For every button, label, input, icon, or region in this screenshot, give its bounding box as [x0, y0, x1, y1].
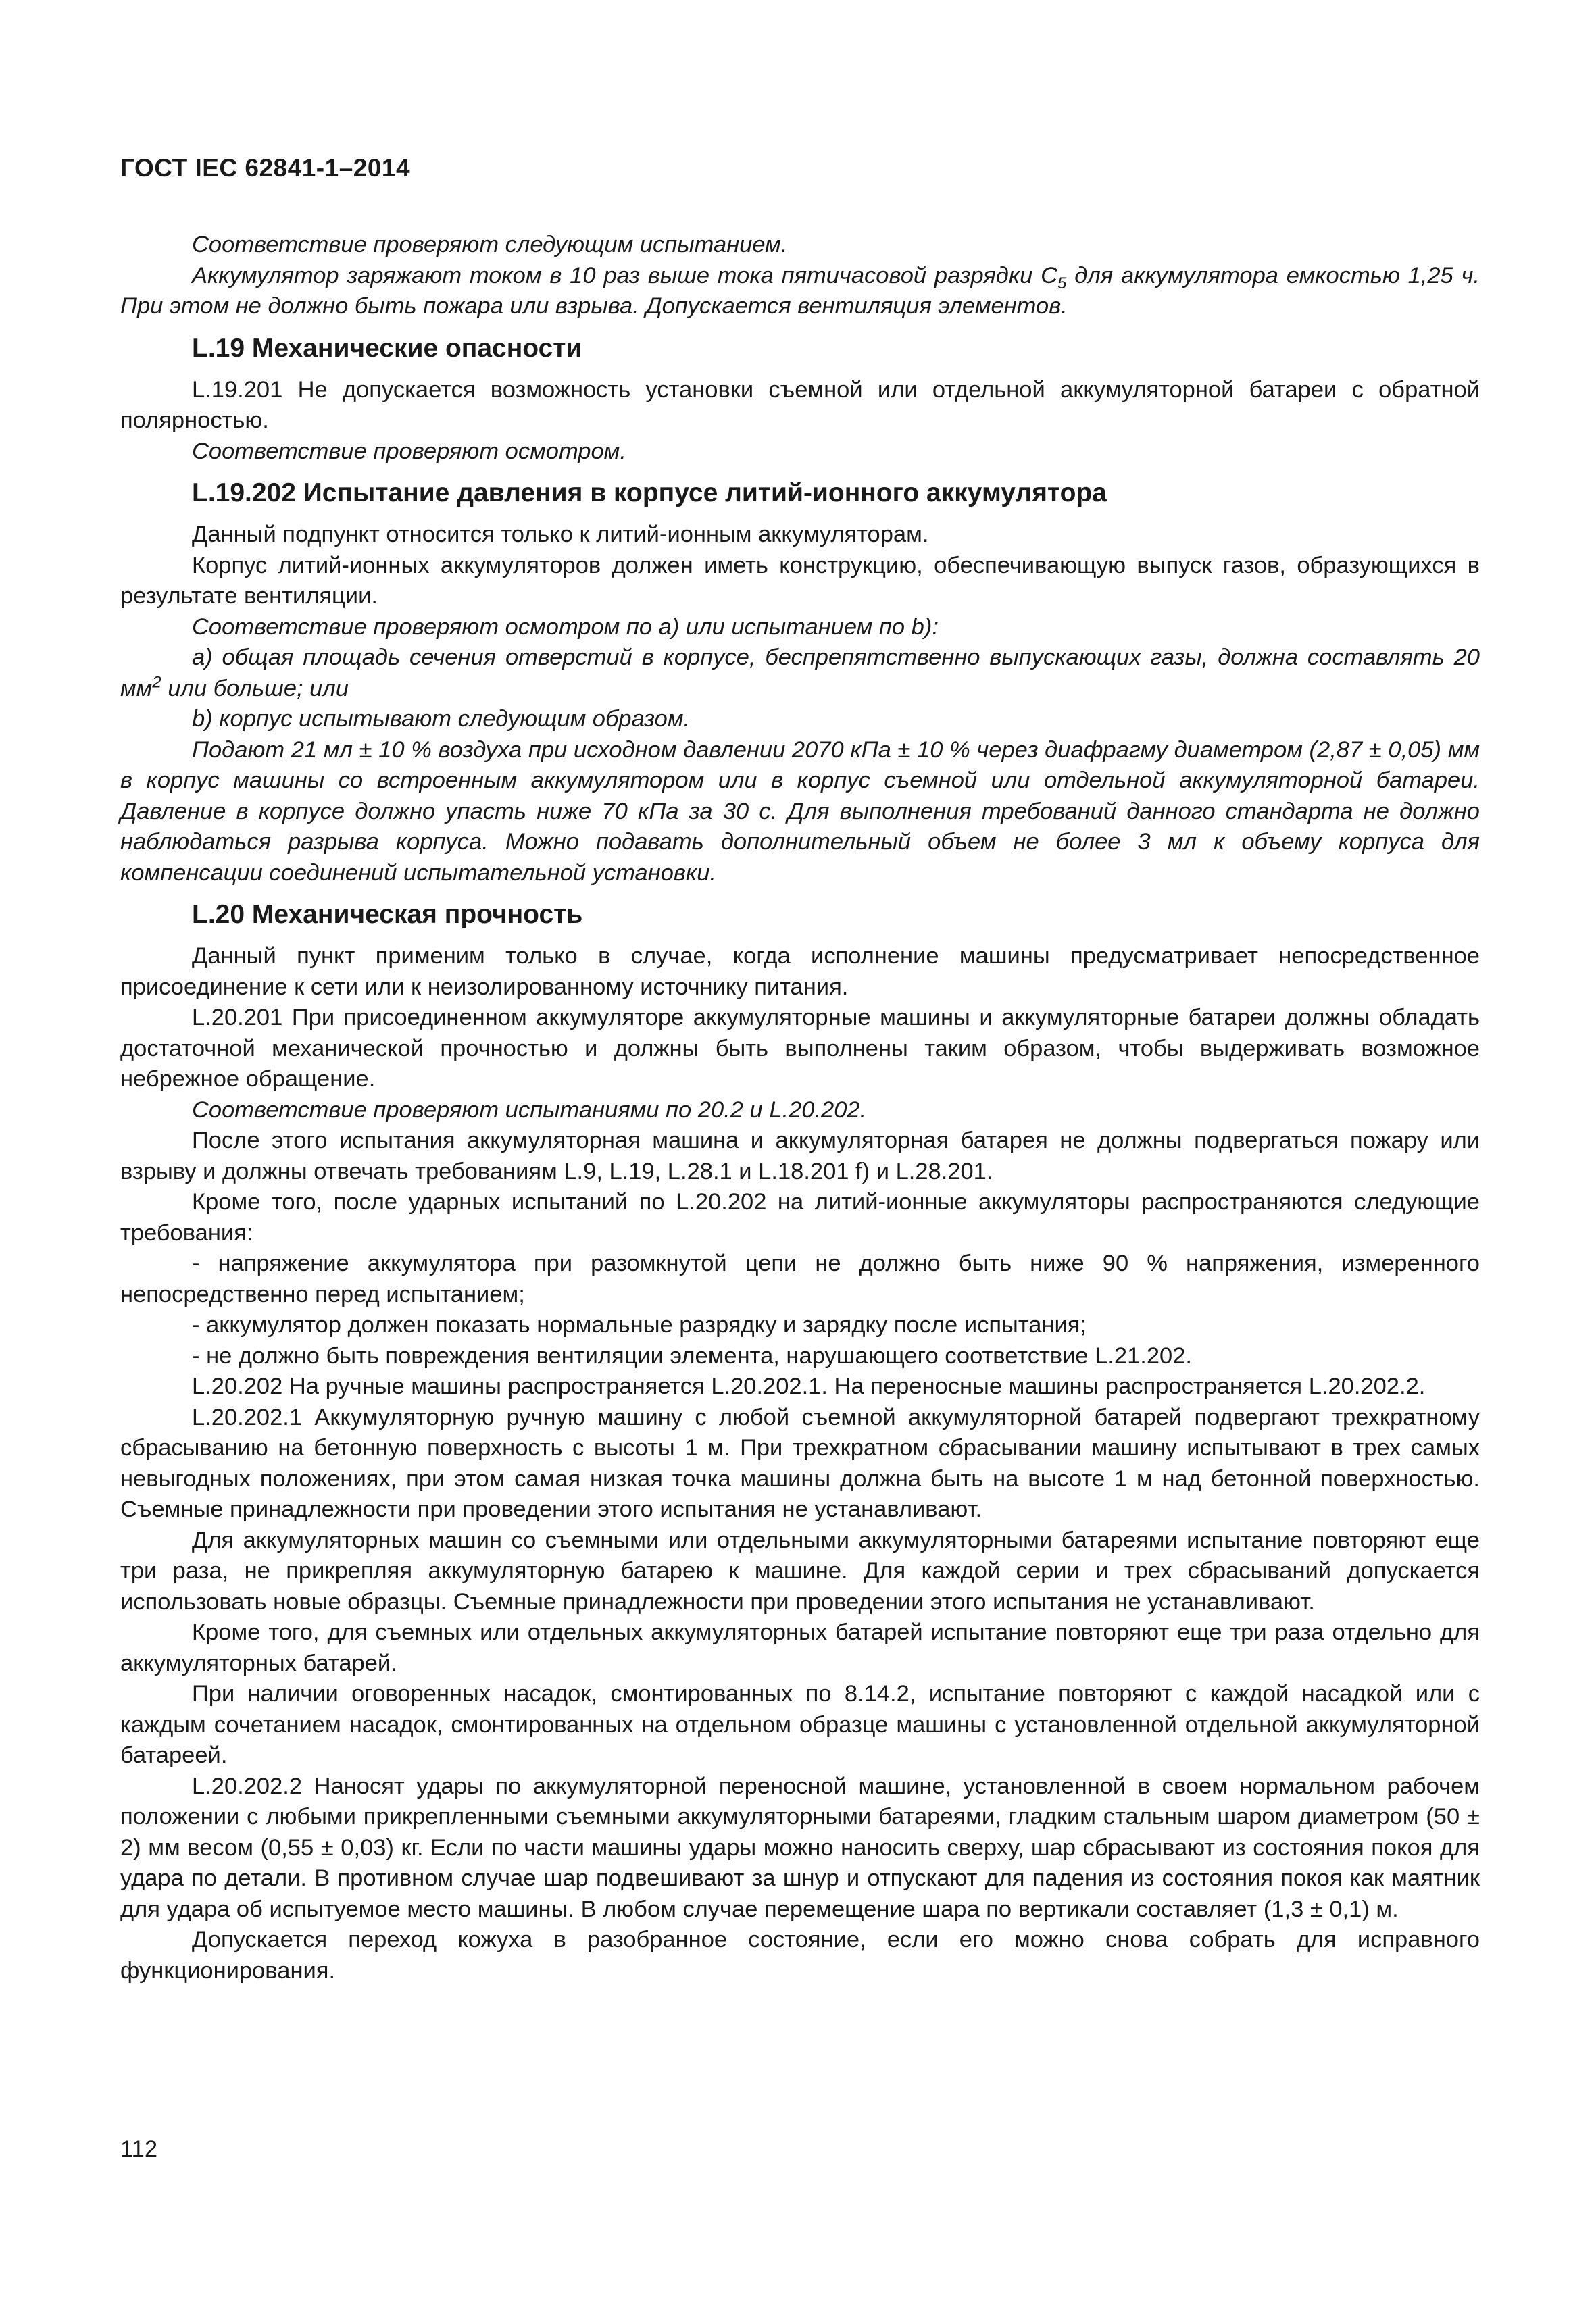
document-body — [120, 230, 1480, 1986]
paragraph: L.20.202.1 Аккумуляторную ручную машину с любой съемной аккумуляторной батарей подвергают трехкратному сбрасыванию на бетонную поверхность с высоты 1 м. При трехкратном сбрасывании машину испытывают в трех самых невыгодных положениях, при этом самая низкая точка машины должна быть на высоте 1 м над бетонной поверхностью. Съемные принадлежности при проведении этого испытания не устанавливают. — [120, 1404, 1480, 1522]
section-heading: L.20 Механическая прочность — [192, 900, 583, 929]
paragraph: L.19.201 Не допускается возможность установки съемной или отдельной аккумуляторной батареи с обратной полярностью. — [120, 376, 1480, 433]
paragraph: - аккумулятор должен показать нормальные разрядку и зарядку после испытания; — [192, 1312, 1087, 1338]
paragraph: b) корпус испытывают следующим образом. — [192, 706, 691, 732]
paragraph: - напряжение аккумулятора при разомкнутой цепи не должно быть ниже 90 % напряжения, измеренного непосредственно перед испытанием; — [120, 1251, 1480, 1307]
paragraph: Кроме того, для съемных или отдельных аккумуляторных батарей испытание повторяют еще три раза отдельно для аккумуляторных батарей. — [120, 1619, 1480, 1676]
document-header: ГОСТ IEC 62841-1–2014 — [120, 154, 411, 182]
paragraph: - не должно быть повреждения вентиляции элемента, нарушающего соответствие L.21.202. — [192, 1342, 1192, 1369]
paragraph: После этого испытания аккумуляторная машина и аккумуляторная батарея не должны подвергаться пожару или взрыву и должны отвечать требованиям L.9, L.19, L.28.1 и L.18.201 f) и L.28.201. — [120, 1128, 1480, 1184]
paragraph: Для аккумуляторных машин со съемными или отдельными аккумуляторными батареями испытание повторяют еще три раза, не прикрепляя аккумуляторную батарею к машине. Для каждой серии и трех сбрасываний допускается использовать новые образцы. Съемные принадлежности при проведении этого испытания не устанавливают. — [120, 1527, 1480, 1615]
paragraph: Подают 21 мл ± 10 % воздуха при исходном давлении 2070 кПа ± 10 % через диафрагму диаметром (2,87 ± 0,05) мм в корпус машины со встроенным аккумулятором или в корпус съемной или отдельной аккумуляторной батареи. Давление в корпусе должно упасть ниже 70 кПа за 30 с. Для выполнения требований данного стандарта не должно наблюдаться разрыва корпуса. Можно подавать дополнительный объем не более 3 мл к объему корпуса для компенсации соединений испытательной установки. — [120, 736, 1480, 886]
paragraph: Аккумулятор заряжают током в 10 раз выше тока пятичасовой разрядки $С_5$ для аккумулятора емкостью 1,25 ч. При этом не должно быть пожара или взрыва. Допускается вентиляция элементов. — [120, 262, 1480, 319]
paragraph: При наличии оговоренных насадок, смонтированных по 8.14.2, испытание повторяют с каждой насадкой или с каждым сочетанием насадок, смонтированных на отдельном образце машины с установленной отдельной аккумуляторной батареей. — [120, 1681, 1480, 1768]
section-heading: L.19.202 Испытание давления в корпусе литий-ионного аккумулятора — [192, 478, 1107, 507]
paragraph: а) общая площадь сечения отверстий в корпусе, беспрепятственно выпускающих газы, должна составлять 20 $мм^2$ или больше; или — [120, 645, 1480, 701]
paragraph: L.20.202.2 Наносят удары по аккумуляторной переносной машине, установленной в своем нормальном рабочем положении с любыми прикрепленными съемными аккумуляторными батареями, гладким стальным шаром диаметром (50 ± 2) мм весом (0,55 ± 0,03) кг. Если по части машины удары можно наносить сверху, шар сбрасывают из состояния покоя для удара по детали. В противном случае шар подвешивают за шнур и отпускают для падения из состояния покоя как маятник для удара об испытуемое место машины. В любом случае перемещение шара по вертикали составляет (1,3 ± 0,1) м. — [120, 1773, 1480, 1922]
paragraph: Соответствие проверяют испытаниями по 20.2 и L.20.202. — [192, 1097, 867, 1123]
paragraph: Соответствие проверяют осмотром по а) или испытанием по b): — [192, 613, 939, 640]
paragraph: Соответствие проверяют следующим испытанием. — [192, 232, 788, 257]
paragraph: Корпус литий-ионных аккумуляторов должен иметь конструкцию, обеспечивающую выпуск газов, образующихся в результате вентиляции. — [120, 552, 1480, 609]
page-number: 112 — [120, 2136, 158, 2162]
section-heading: L.19 Механические опасности — [192, 333, 582, 363]
paragraph: Данный подпункт относится только к литий-ионным аккумуляторам. — [192, 522, 929, 547]
paragraph: Допускается переход кожуха в разобранное состояние, если его можно снова собрать для исправного функционирования. — [120, 1927, 1480, 1984]
paragraph: Соответствие проверяют осмотром. — [192, 438, 626, 464]
paragraph: L.20.202 На ручные машины распространяется L.20.202.1. На переносные машины распространяется L.20.202.2. — [192, 1374, 1426, 1399]
paragraph: Данный пункт применим только в случае, когда исполнение машины предусматривает непосредственное присоединение к сети или к неизолированному источнику питания. — [120, 943, 1480, 1000]
paragraph: Кроме того, после ударных испытаний по L.20.202 на литий-ионные аккумуляторы распространяются следующие требования: — [120, 1189, 1480, 1246]
paragraph: L.20.201 При присоединенном аккумуляторе аккумуляторные машины и аккумуляторные батареи должны обладать достаточной механической прочностью и должны быть выполнены таким образом, чтобы выдерживать возможное небрежное обращение. — [120, 1005, 1480, 1092]
